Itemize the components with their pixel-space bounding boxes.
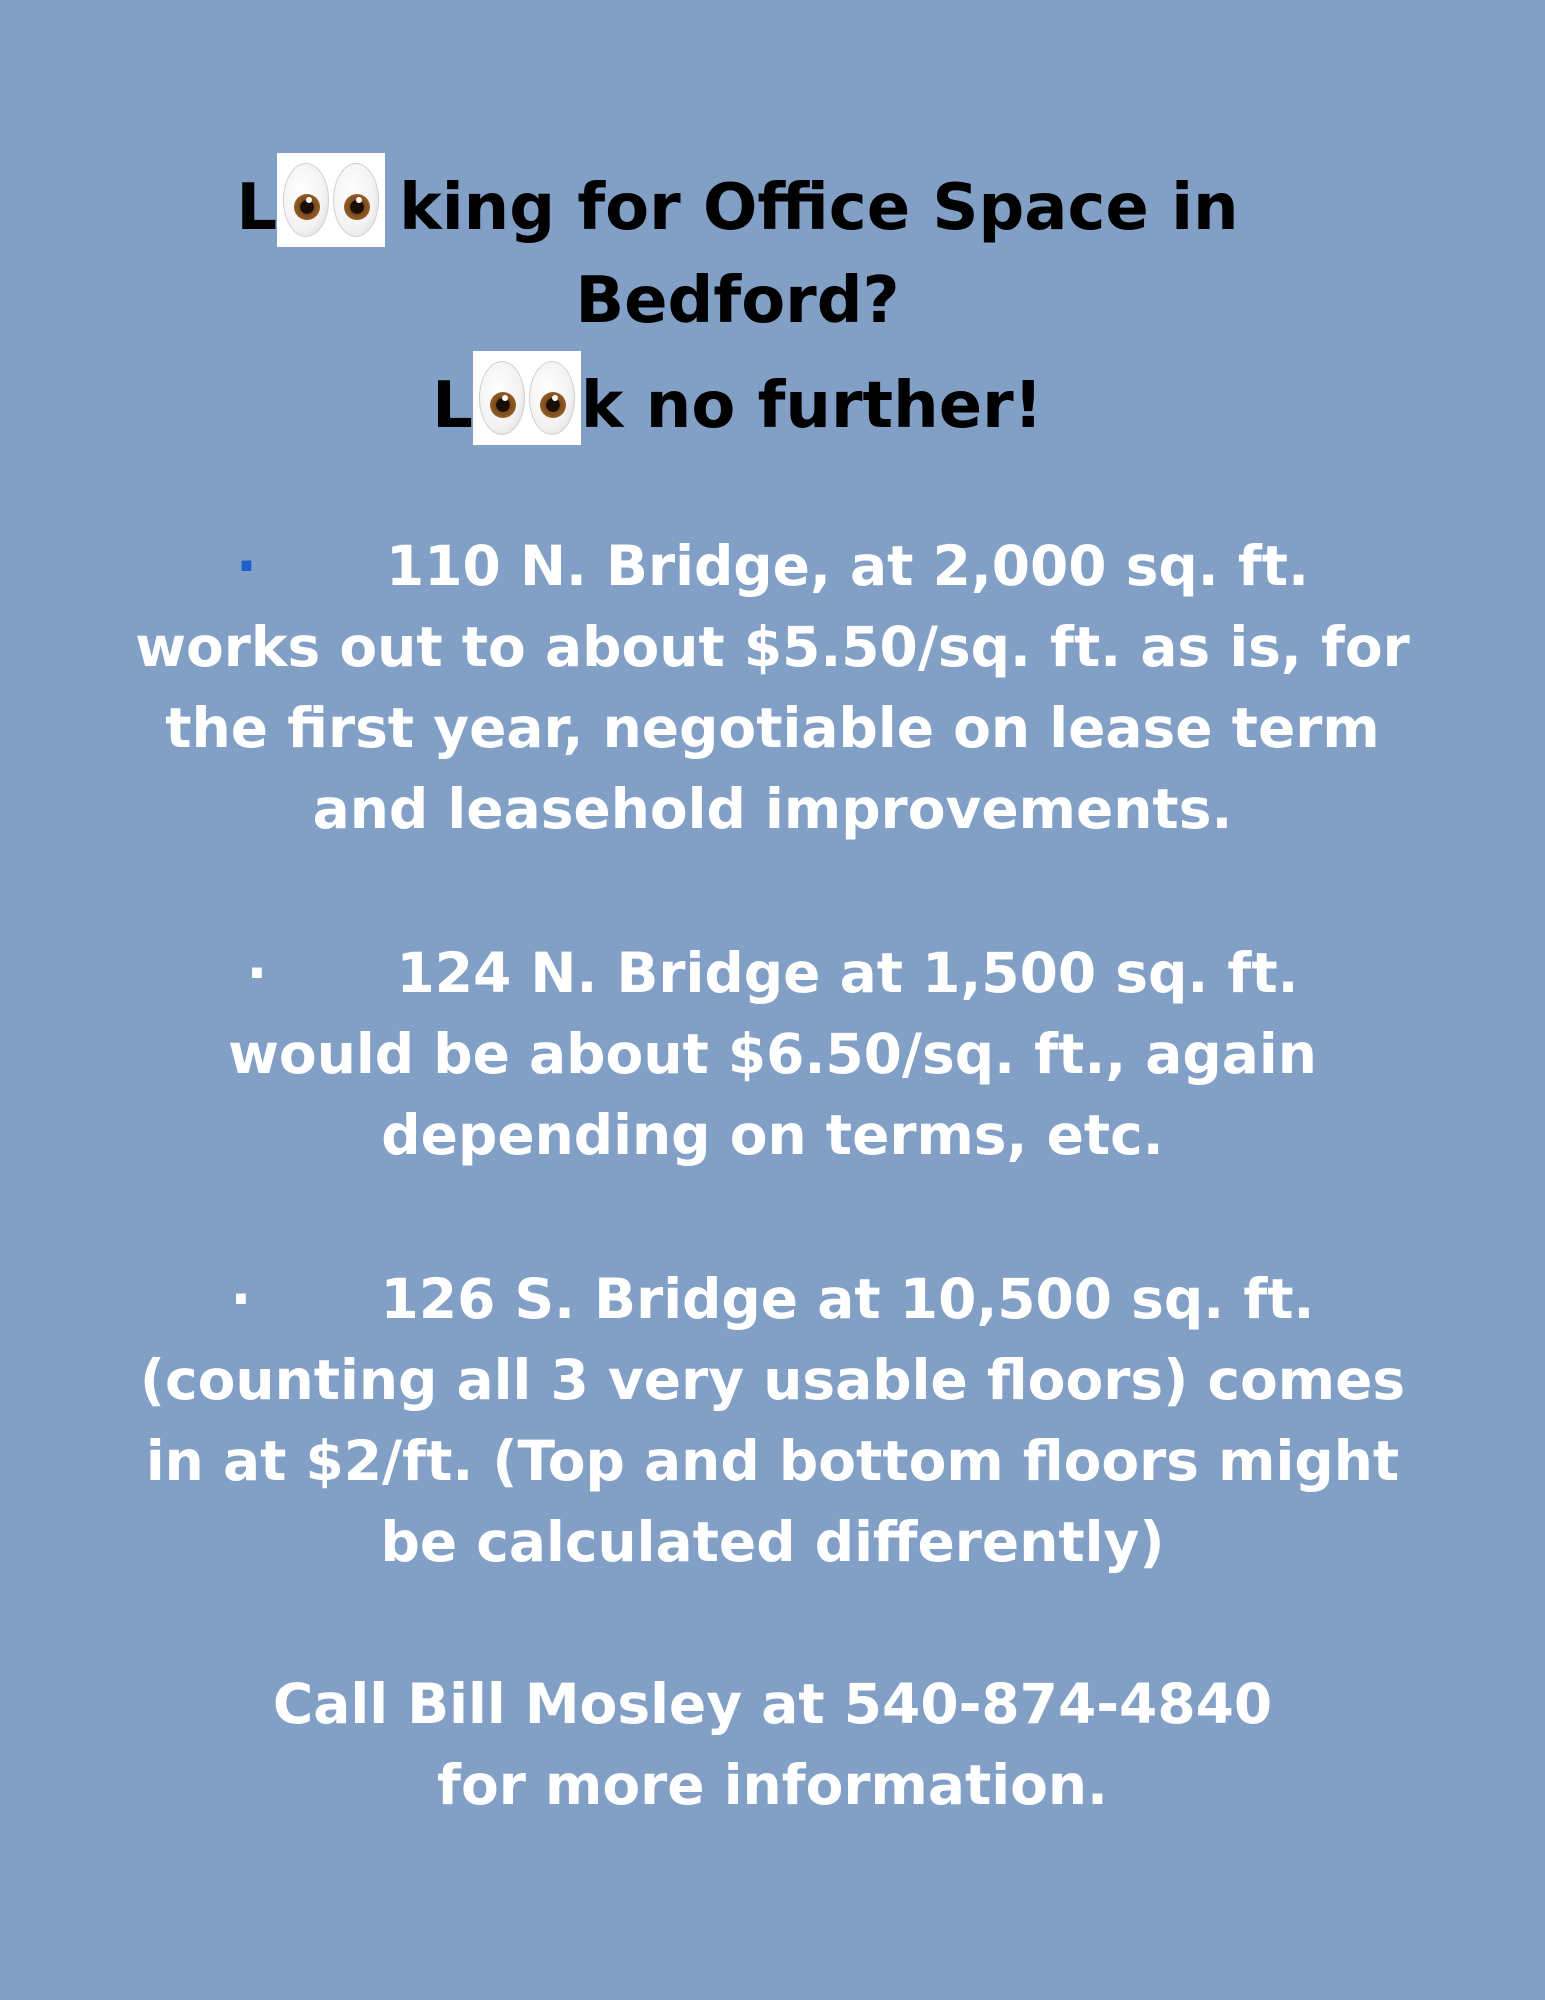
bullet-icon: · <box>246 941 268 1005</box>
listing-3-line: be calculated differently) <box>380 1510 1165 1574</box>
bullet-icon: · <box>236 534 257 598</box>
listing-1-line: the first year, negotiable on lease term <box>165 696 1380 760</box>
listing-2-first-line <box>0 933 1545 1014</box>
contact-line-2: for more information. <box>437 1753 1108 1817</box>
headline-line-1 <box>0 153 1475 258</box>
listing-1-first-line <box>0 526 1545 607</box>
headline-text: king for Office Space in <box>399 171 1239 245</box>
listing-3-line: in at $2/ft. (Top and bottom floors might <box>145 1429 1400 1493</box>
headline-letter-l: L <box>236 171 278 245</box>
headline-letter-l: L <box>432 369 473 443</box>
listing-1-line: and leasehold improvements. <box>312 777 1233 841</box>
listing-2-line: depending on terms, etc. <box>381 1103 1164 1167</box>
listing-3-first-line <box>0 1259 1545 1340</box>
headline-line-2: Bedford? <box>575 264 900 338</box>
headline-line-3 <box>0 351 1475 456</box>
listing-1-line: works out to about $5.50/sq. ft. as is, for <box>135 615 1410 679</box>
listing-address: 110 N. Bridge, at 2,000 sq. ft. <box>386 534 1309 598</box>
eyes-icon <box>277 153 385 247</box>
headline-text: k no further! <box>580 369 1043 443</box>
eyes-icon <box>473 351 581 445</box>
listing-2-line: would be about $6.50/sq. ft., again <box>228 1022 1317 1086</box>
listing-address: 124 N. Bridge at 1,500 sq. ft. <box>396 941 1299 1005</box>
listing-address: 126 S. Bridge at 10,500 sq. ft. <box>380 1267 1315 1331</box>
contact-line-1: Call Bill Mosley at 540-874-4840 <box>272 1672 1273 1736</box>
bullet-icon: · <box>230 1267 252 1331</box>
listing-3-line: (counting all 3 very usable floors) comes <box>139 1348 1406 1412</box>
